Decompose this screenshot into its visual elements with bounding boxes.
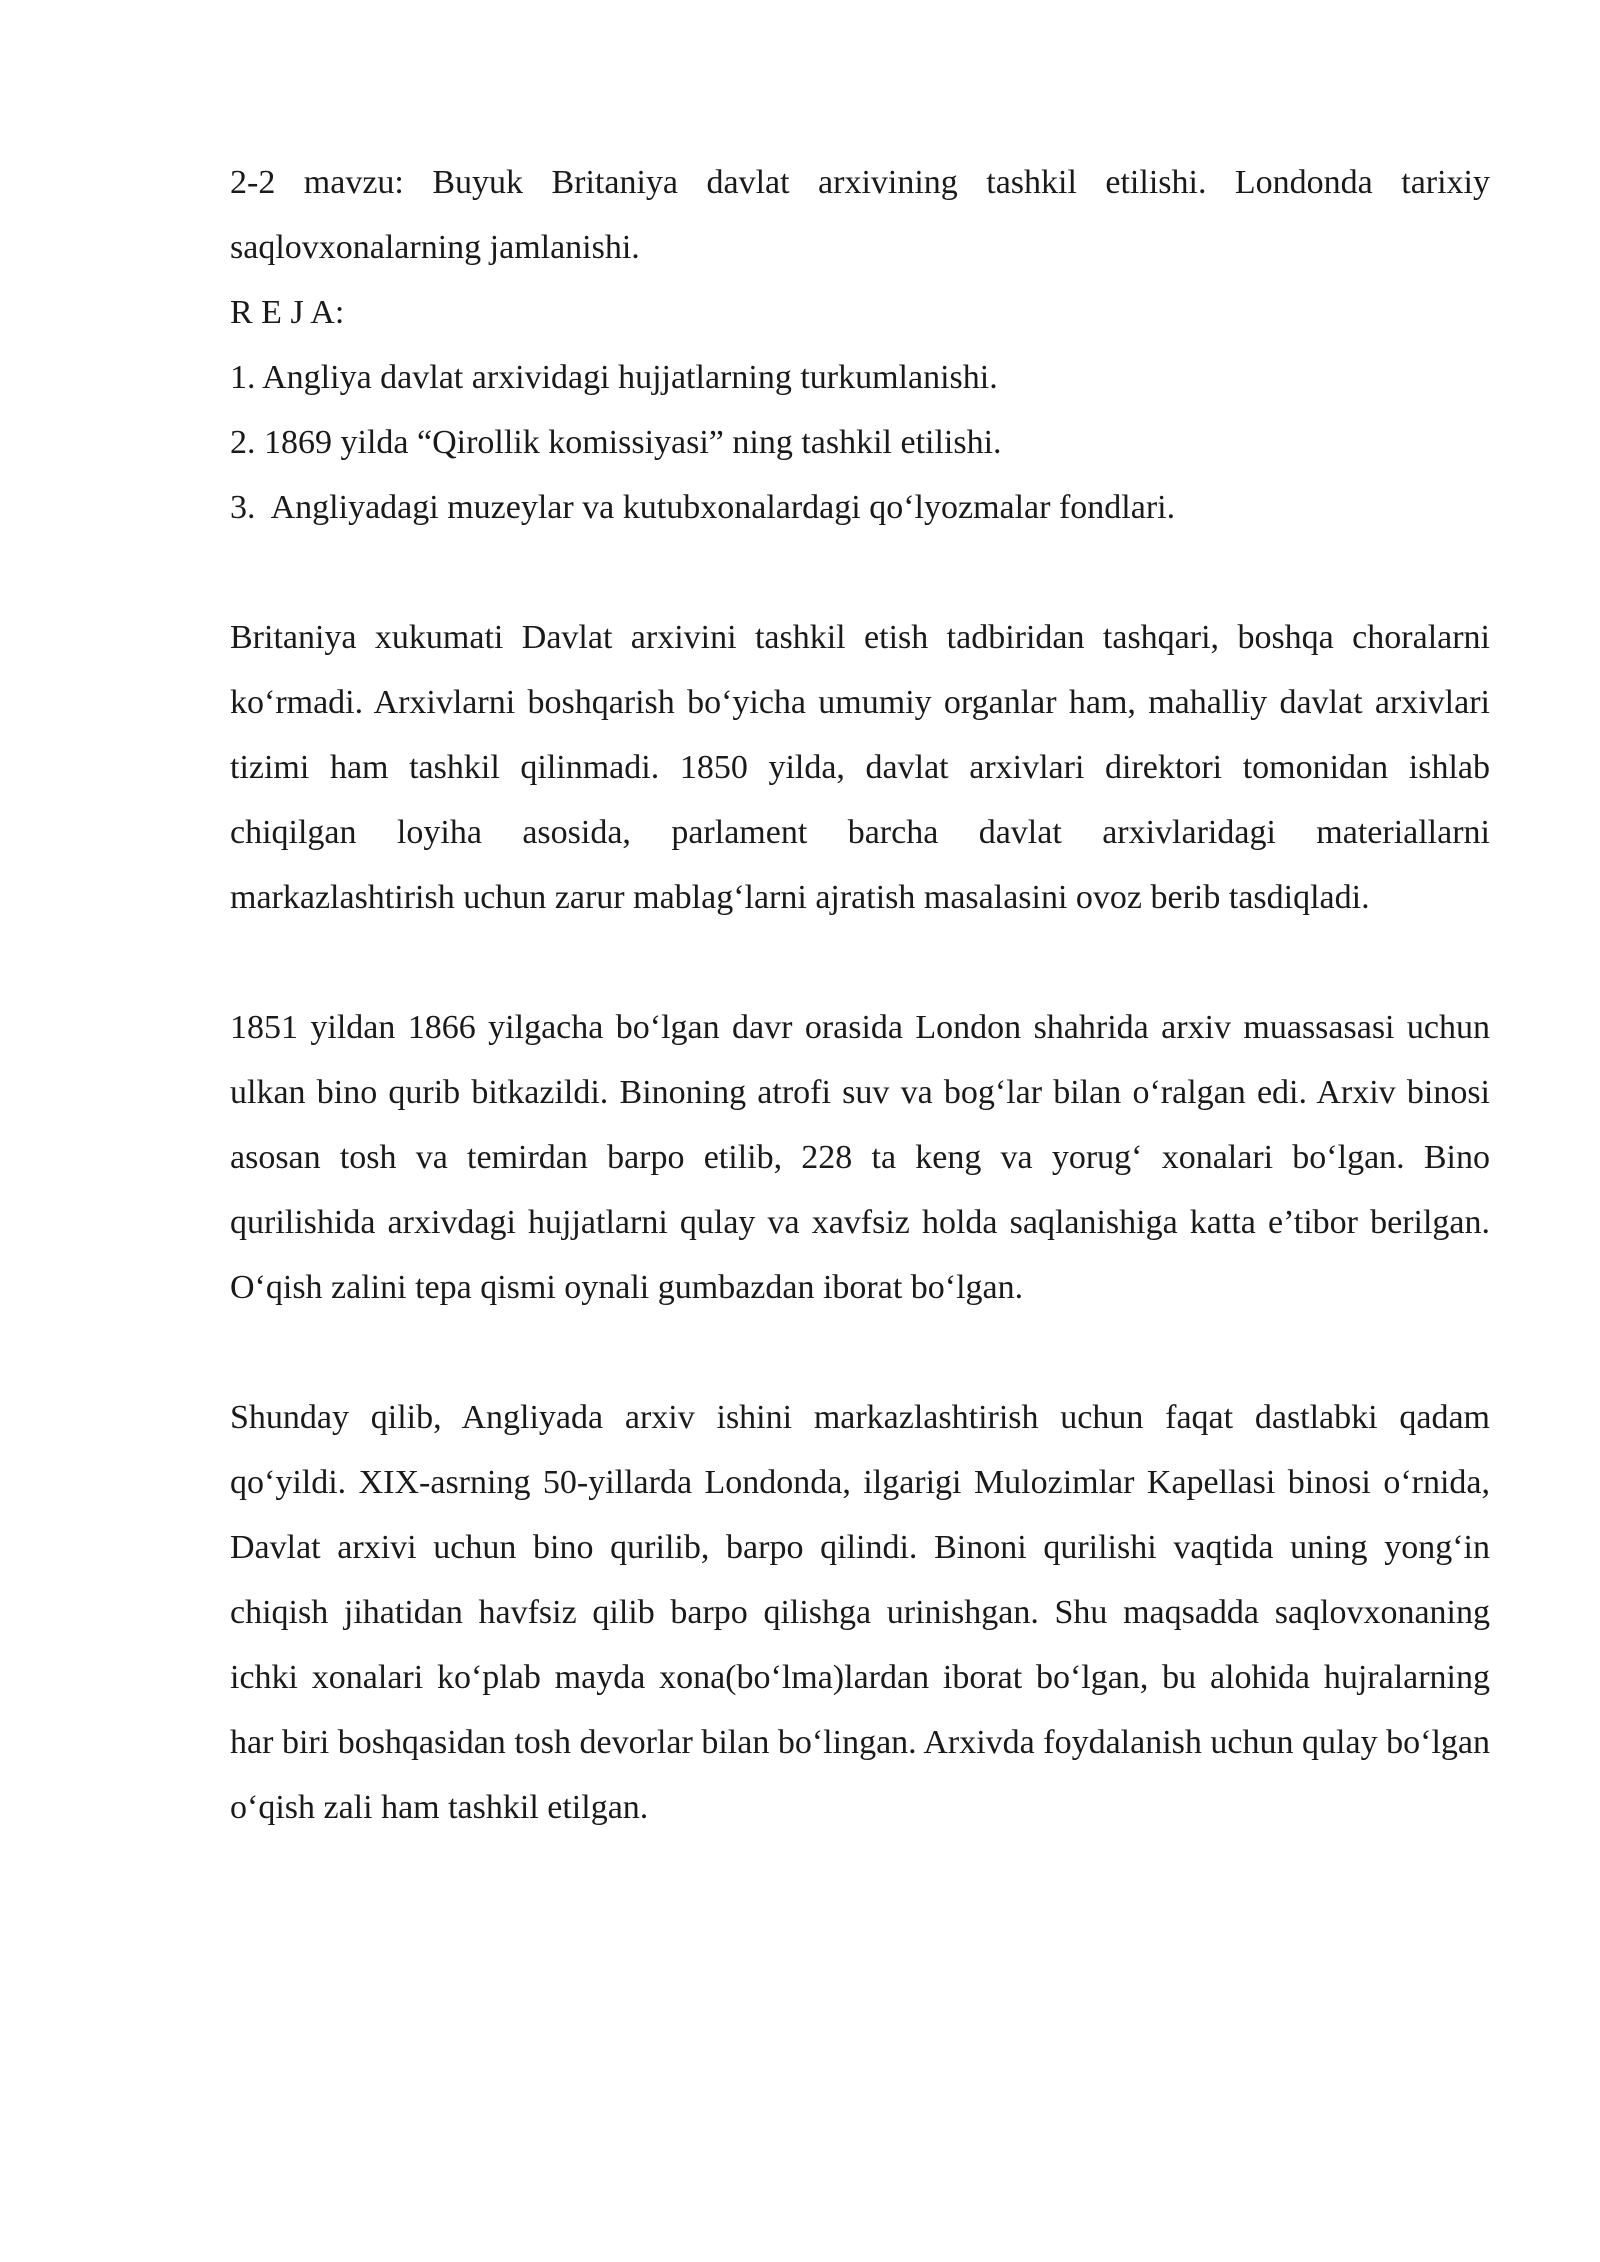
- plan-item: 1. Angliya davlat arxividagi hujjatlarning turkumlanishi.: [230, 359, 998, 396]
- spacer: [230, 930, 1490, 995]
- plan-label: R E J A:: [230, 294, 345, 331]
- body-paragraph: 1851 yildan 1866 yilgacha bo‘lgan davr orasida London shahrida arxiv muassasasi uchun ulkan bino qurib bitkazildi. Binoning atrofi suv va bog‘lar bilan o‘ralgan edi. Arxiv binosi asosan tosh va temirdan barpo etilib, 228 ta keng va yorug‘ xonalari bo‘lgan. Bino qurilishida arxivdagi hujjatlarni qulay va xavfsiz holda saqlanishiga katta e’tibor berilgan. O‘qish zalini tepa qismi oynali gumbazdan iborat bo‘lgan.: [230, 1009, 1490, 1306]
- body-paragraph: Britaniya xukumati Davlat arxivini tashkil etish tadbiridan tashqari, boshqa choralarni ko‘rmadi. Arxivlarni boshqarish bo‘yicha umumiy organlar ham, mahalliy davlat arxivlari tizimi ham tashkil qilinmadi. 1850 yilda, davlat arxivlari direktori tomonidan ishlab chiqilgan loyiha asosida, parlament barcha davlat arxivlaridagi materiallarni markazlashtirish uchun zarur mablag‘larni ajratish masalasini ovoz berib tasdiqladi.: [230, 619, 1490, 916]
- document-heading: 2-2 mavzu: Buyuk Britaniya davlat arxivining tashkil etilishi. Londonda tarixiy saqlovxonalarning jamlanishi.: [230, 164, 1490, 266]
- plan-item: 3. Angliyadagi muzeylar va kutubxonalardagi qo‘lyozmalar fondlari.: [230, 489, 1176, 526]
- spacer: [230, 1320, 1490, 1385]
- document-page: [230, 150, 1490, 1840]
- plan-item: 2. 1869 yilda “Qirollik komissiyasi” ning tashkil etilishi.: [230, 424, 1002, 461]
- spacer: [230, 540, 1490, 605]
- body-paragraph: Shunday qilib, Angliyada arxiv ishini markazlashtirish uchun faqat dastlabki qadam qo‘yildi. XIX-asrning 50-yillarda Londonda, ilgarigi Mulozimlar Kapellasi binosi o‘rnida, Davlat arxivi uchun bino qurilib, barpo qilindi. Binoni qurilishi vaqtida uning yong‘in chiqish jihatidan havfsiz qilib barpo qilishga urinishgan. Shu maqsadda saqlovxonaning ichki xonalari ko‘plab mayda xona(bo‘lma)lardan iborat bo‘lgan, bu alohida hujralarning har biri boshqasidan tosh devorlar bilan bo‘lingan. Arxivda foydalanish uchun qulay bo‘lgan o‘qish zali ham tashkil etilgan.: [230, 1399, 1490, 1826]
